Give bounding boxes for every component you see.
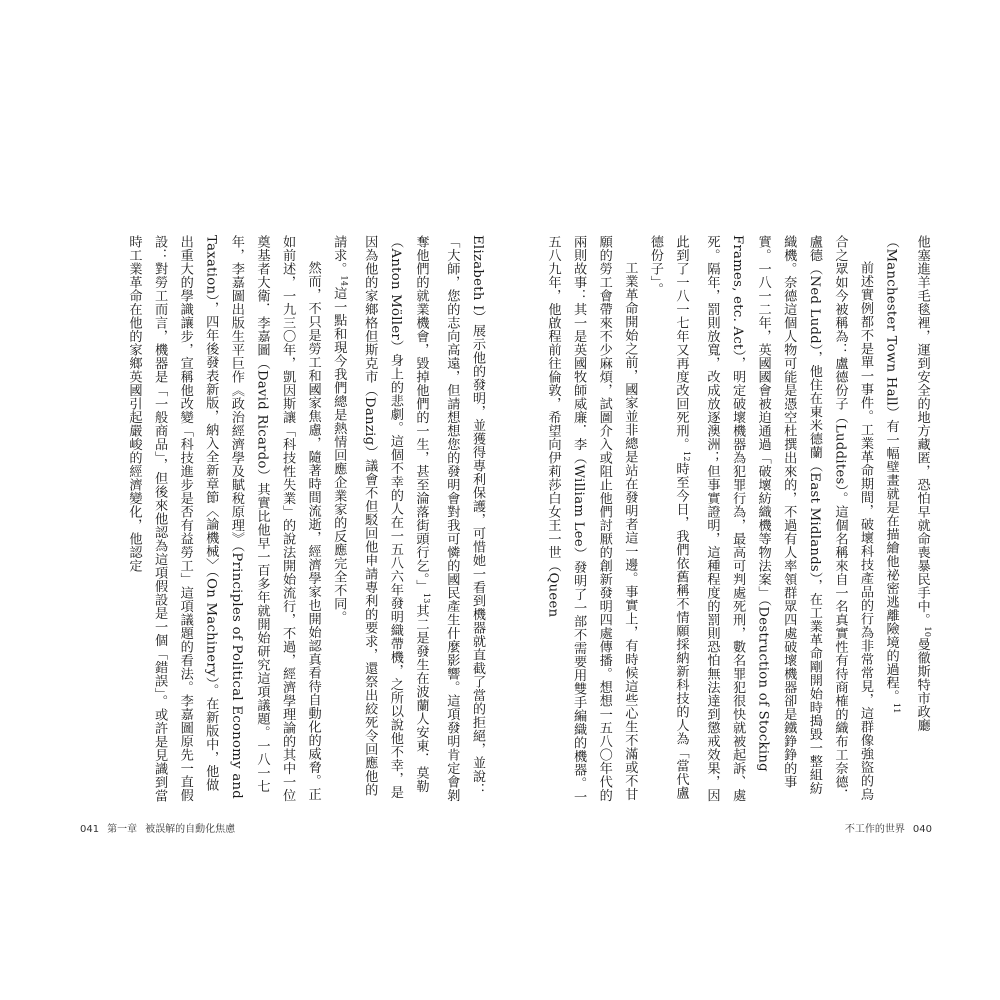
right-page-text bbox=[520, 235, 940, 805]
paragraph: 然而，不只是勞工和國家焦慮，隨著時間流逝，經濟學家也開始認真看待自動化的威脅。正如前述，一九三〇年，凱因斯讓「科技性失業」的說法開始流行，不過，經濟學理論的其中一位奠基者大衛．李嘉圖（David Ricardo）其實比他早一百多年就開始研究這項議題。一八一七年，李嘉圖出版生平巨作《政治經濟學及賦稅原理》（Principles of Political Economy and Taxation），四年後發表新版，納入全新章節〈論機械〉（On Machinery）。在新版中，他做出重大的學識讓步，宣稱他改變「科技進步是否有益勞工」這項議題的看法。李嘉圖原先一直假設：對勞工而言，機器是「一般商品」，但後來他認為這項假設是一個「錯誤」。或許是見識到當時工業革命在他的家鄉英國引起嚴峻的經濟變化，他認定 bbox=[126, 235, 321, 803]
paragraph: Elizabeth I）展示他的發明，並獲得專利保護，可惜她一看到機器就直截了當的拒絕，並說：「大師，您的志向高遠，但請想想您的發明會對我可憐的國民產生什麼影響。這項發明肯定會剝奪他們的就業機會，毀掉他們的一生，甚至淪落街頭行乞。」$^{13}$其二是發生在波蘭人安東．莫勒（Anton Möller）身上的悲劇。這個不幸的人在一五八六年發明織帶機，之所以說他不幸，是因為他的家鄉格但斯克市（Danzig）議會不但駁回他申請專利的要求，還祭出絞死令回應他的請求。$^{14}$這一點和現今我們總是熱情回應企業家的反應完全不同。 bbox=[331, 235, 485, 802]
paragraph: 前述實例都不是單一事件。工業革命期間，破壞科技產品的行為非常常見，這群像強盜的烏合之眾如今被稱為：盧德份子（Luddites）。這個名稱來自一名真實性有待商榷的織布工奈德．盧德（Ned Ludd），他住在東米德蘭（East Midlands），在工業革命剛開始時搗毀一整組紡織機。奈德這個人物可能是憑空杜撰出來的，不過有人率領群眾四處破壞機器卻是鐵錚錚的事實。一八一二年，英國國會被迫通過「破壞紡織機等物法案」（Destruction of Stocking Frames, etc. Act），明定破壞機器為犯罪行為，最高可判處死刑，數名罪犯很快就被起訴、處死。隔年，罰則放寬，改成放逐澳洲；但事實證明，這種程度的罰則恐怕無法達到懲戒效果，因此到了一八一七年又再度改回死刑。$^{12}$時至今日，我們依舊稱不情願採納新科技的人為「當代盧德份子」。 bbox=[647, 235, 874, 803]
page-number: 040 bbox=[912, 824, 932, 835]
footnote-marker: 10 bbox=[923, 626, 932, 638]
paragraph: 工業革命開始之前，國家並非總是站在發明者這一邊。事實上，有時候這些心生不滿或不甘願的勞工會帶來不少麻煩，試圖介入或阻止他們討厭的創新發明四處傳播。想想一五八〇年代的兩則故事：其一是英國牧師威廉．李（William Lee）發明了一部不需要用雙手編織的機器。一五八九年，他啟程前往倫敦，希望向伊莉莎白女王一世（Queen bbox=[545, 235, 638, 804]
left-page-text bbox=[70, 235, 490, 805]
chapter-title: 被誤解的自動化焦慮 bbox=[145, 824, 236, 835]
left-page-footer bbox=[80, 820, 235, 835]
page-number: 041 bbox=[80, 824, 100, 835]
chapter-label: 第一章 bbox=[107, 824, 138, 835]
footnote-marker: 11 bbox=[892, 702, 902, 714]
book-title: 不工作的世界 bbox=[844, 824, 905, 835]
footnote-marker: 13 bbox=[421, 592, 431, 604]
right-page-footer bbox=[845, 820, 932, 835]
footnote-marker: 14 bbox=[339, 275, 349, 287]
paragraph: 他塞進羊毛毯裡，運到安全的地方藏匿，恐怕早就命喪暴民手中。$^{10}$曼徹斯特市政廳（Manchester Town Hall）有一幅壁畫就是在描繪他祕密逃離險境的過程。$^{11}$ bbox=[883, 235, 932, 732]
footnote-marker: 12 bbox=[681, 451, 691, 462]
